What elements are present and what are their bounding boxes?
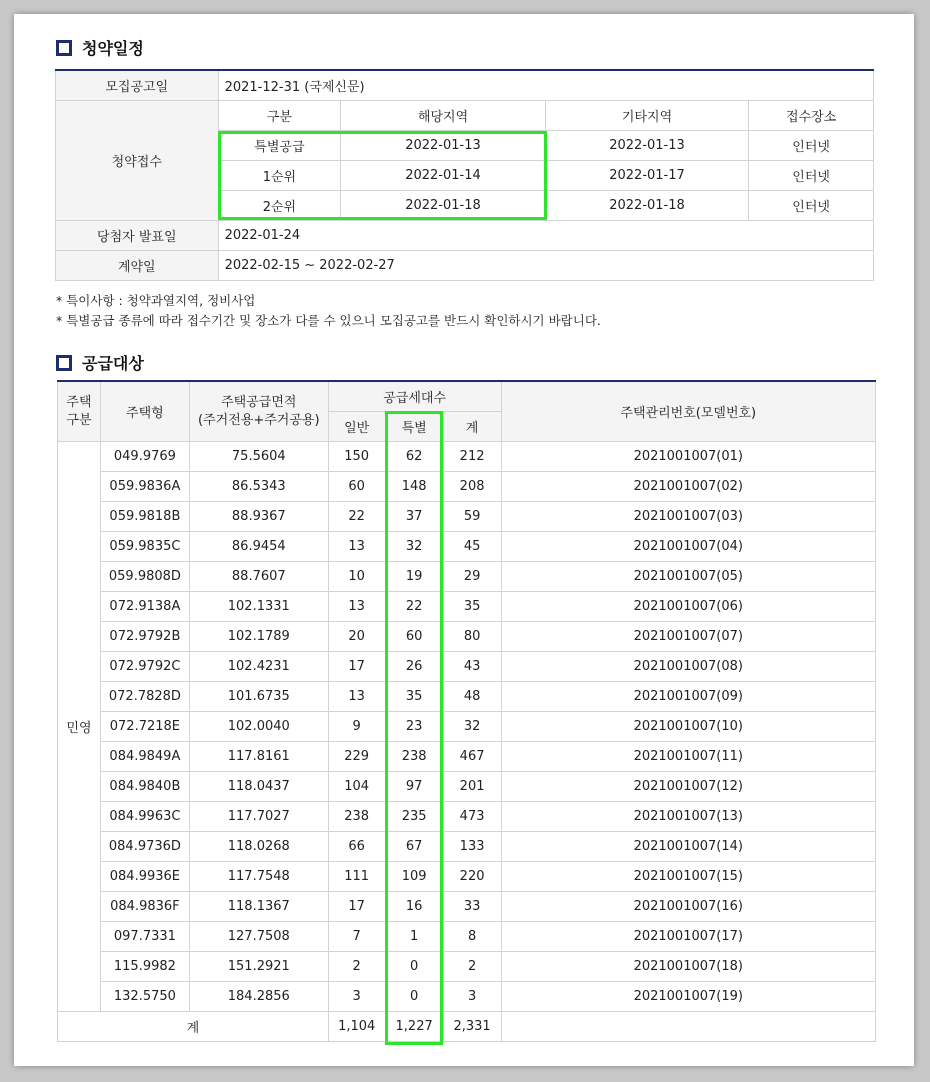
- area-cell: 88.9367: [189, 502, 328, 532]
- supply-title: 공급대상: [82, 354, 144, 373]
- schedule-cell: 2022-01-14: [341, 161, 546, 191]
- model-cell: 072.9792B: [100, 622, 189, 652]
- general-cell: 229: [328, 742, 385, 772]
- model-cell: 084.9963C: [100, 802, 189, 832]
- total-empty: [501, 1012, 875, 1042]
- col-header-category: 구분: [218, 101, 341, 131]
- special-cell: 235: [385, 802, 443, 832]
- total-cell: 80: [443, 622, 501, 652]
- area-cell: 75.5604: [189, 442, 328, 472]
- category-cell: 민영: [58, 442, 101, 1012]
- table-row: [58, 982, 876, 1012]
- area-cell: 102.1331: [189, 592, 328, 622]
- mgmt-cell: 2021001007(13): [501, 802, 875, 832]
- area-cell: 101.6735: [189, 682, 328, 712]
- supply-header-row: [58, 381, 876, 412]
- mgmt-cell: 2021001007(04): [501, 532, 875, 562]
- model-cell: 084.9836F: [100, 892, 189, 922]
- header-units: 공급세대수: [328, 381, 501, 412]
- model-cell: 049.9769: [100, 442, 189, 472]
- model-cell: 059.9835C: [100, 532, 189, 562]
- special-cell: 19: [385, 562, 443, 592]
- mgmt-cell: 2021001007(02): [501, 472, 875, 502]
- mgmt-cell: 2021001007(01): [501, 442, 875, 472]
- total-cell: 43: [443, 652, 501, 682]
- table-row: [58, 832, 876, 862]
- notes: [56, 291, 601, 331]
- table-row: [58, 712, 876, 742]
- winner-row: [56, 221, 874, 251]
- special-cell: 109: [385, 862, 443, 892]
- header-general: 일반: [328, 412, 385, 442]
- total-cell: 201: [443, 772, 501, 802]
- model-cell: 084.9849A: [100, 742, 189, 772]
- total-cell: 473: [443, 802, 501, 832]
- schedule-cell: 2순위: [218, 191, 341, 221]
- mgmt-cell: 2021001007(17): [501, 922, 875, 952]
- schedule-table: [55, 69, 874, 281]
- model-cell: 084.9840B: [100, 772, 189, 802]
- schedule-cell: 2022-01-13: [545, 131, 749, 161]
- table-row: [58, 922, 876, 952]
- notice-row: [56, 70, 874, 101]
- general-cell: 10: [328, 562, 385, 592]
- general-cell: 2: [328, 952, 385, 982]
- total-cell: 48: [443, 682, 501, 712]
- contract-value: 2022-02-15 ~ 2022-02-27: [218, 251, 873, 281]
- table-row: [58, 652, 876, 682]
- total-cell: 212: [443, 442, 501, 472]
- square-bullet-icon: [56, 355, 72, 371]
- total-cell: 220: [443, 862, 501, 892]
- header-special: 특별: [385, 412, 443, 442]
- model-cell: 059.9808D: [100, 562, 189, 592]
- special-cell: 148: [385, 472, 443, 502]
- model-cell: 132.5750: [100, 982, 189, 1012]
- model-cell: 059.9818B: [100, 502, 189, 532]
- total-cell: 208: [443, 472, 501, 502]
- special-cell: 60: [385, 622, 443, 652]
- schedule-cell: 2022-01-18: [341, 191, 546, 221]
- special-cell: 0: [385, 952, 443, 982]
- note-line: * 특별공급 종류에 따라 접수기간 및 장소가 다를 수 있으니 모집공고를 반드시 확인하시기 바랍니다.: [56, 313, 601, 328]
- area-cell: 127.7508: [189, 922, 328, 952]
- table-row: [58, 592, 876, 622]
- mgmt-cell: 2021001007(10): [501, 712, 875, 742]
- schedule-cell: 인터넷: [749, 191, 874, 221]
- special-cell: 16: [385, 892, 443, 922]
- header-total: 계: [443, 412, 501, 442]
- mgmt-cell: 2021001007(15): [501, 862, 875, 892]
- table-row: [58, 682, 876, 712]
- total-all: 2,331: [443, 1012, 501, 1042]
- general-cell: 22: [328, 502, 385, 532]
- schedule-cell: 특별공급: [218, 131, 341, 161]
- general-cell: 7: [328, 922, 385, 952]
- area-cell: 151.2921: [189, 952, 328, 982]
- total-general: 1,104: [328, 1012, 385, 1042]
- general-cell: 13: [328, 682, 385, 712]
- total-cell: 32: [443, 712, 501, 742]
- winner-label: 당첨자 발표일: [56, 221, 219, 251]
- col-header-other: 기타지역: [545, 101, 749, 131]
- schedule-cell: 인터넷: [749, 131, 874, 161]
- model-cell: 097.7331: [100, 922, 189, 952]
- general-cell: 17: [328, 892, 385, 922]
- total-cell: 33: [443, 892, 501, 922]
- special-cell: 238: [385, 742, 443, 772]
- model-cell: 084.9736D: [100, 832, 189, 862]
- col-header-place: 접수장소: [749, 101, 874, 131]
- total-cell: 133: [443, 832, 501, 862]
- table-row: [58, 562, 876, 592]
- supply-table: [57, 380, 876, 1042]
- contract-row: [56, 251, 874, 281]
- model-cell: 084.9936E: [100, 862, 189, 892]
- mgmt-cell: 2021001007(09): [501, 682, 875, 712]
- model-cell: 059.9836A: [100, 472, 189, 502]
- model-cell: 072.7828D: [100, 682, 189, 712]
- table-row: [58, 892, 876, 922]
- table-row: [58, 772, 876, 802]
- square-bullet-icon: [56, 40, 72, 56]
- mgmt-cell: 2021001007(19): [501, 982, 875, 1012]
- total-cell: 467: [443, 742, 501, 772]
- total-special: 1,227: [385, 1012, 443, 1042]
- total-cell: 59: [443, 502, 501, 532]
- notice-value: 2021-12-31 (국제신문): [218, 70, 873, 101]
- schedule-cell: 2022-01-13: [341, 131, 546, 161]
- mgmt-cell: 2021001007(16): [501, 892, 875, 922]
- col-header-local: 해당지역: [341, 101, 546, 131]
- schedule-title: 청약일정: [82, 39, 144, 58]
- special-cell: 37: [385, 502, 443, 532]
- schedule-section-title: [56, 36, 144, 59]
- special-cell: 35: [385, 682, 443, 712]
- total-cell: 8: [443, 922, 501, 952]
- general-cell: 3: [328, 982, 385, 1012]
- general-cell: 13: [328, 592, 385, 622]
- area-cell: 102.4231: [189, 652, 328, 682]
- special-cell: 62: [385, 442, 443, 472]
- model-cell: 072.7218E: [100, 712, 189, 742]
- schedule-cell: 2022-01-17: [545, 161, 749, 191]
- mgmt-cell: 2021001007(18): [501, 952, 875, 982]
- special-cell: 67: [385, 832, 443, 862]
- area-cell: 86.9454: [189, 532, 328, 562]
- schedule-cell: 2022-01-18: [545, 191, 749, 221]
- general-cell: 20: [328, 622, 385, 652]
- schedule-cell: 인터넷: [749, 161, 874, 191]
- special-cell: 97: [385, 772, 443, 802]
- table-row: [58, 802, 876, 832]
- area-cell: 86.5343: [189, 472, 328, 502]
- supply-body: [58, 442, 876, 1042]
- table-row: [58, 532, 876, 562]
- total-cell: 3: [443, 982, 501, 1012]
- special-cell: 0: [385, 982, 443, 1012]
- mgmt-cell: 2021001007(05): [501, 562, 875, 592]
- general-cell: 104: [328, 772, 385, 802]
- mgmt-cell: 2021001007(07): [501, 622, 875, 652]
- mgmt-cell: 2021001007(03): [501, 502, 875, 532]
- table-row: [58, 952, 876, 982]
- total-cell: 35: [443, 592, 501, 622]
- table-row: [58, 862, 876, 892]
- area-cell: 117.8161: [189, 742, 328, 772]
- table-row: [58, 442, 876, 472]
- special-cell: 1: [385, 922, 443, 952]
- table-row: [58, 502, 876, 532]
- area-cell: 118.1367: [189, 892, 328, 922]
- contract-label: 계약일: [56, 251, 219, 281]
- total-row: [58, 1012, 876, 1042]
- header-model: 주택형: [100, 381, 189, 442]
- area-cell: 102.0040: [189, 712, 328, 742]
- area-cell: 118.0437: [189, 772, 328, 802]
- table-row: [58, 742, 876, 772]
- general-cell: 238: [328, 802, 385, 832]
- document-page: [14, 14, 914, 1066]
- notice-label: 모집공고일: [56, 70, 219, 101]
- table-row: [58, 622, 876, 652]
- total-cell: 45: [443, 532, 501, 562]
- total-cell: 2: [443, 952, 501, 982]
- general-cell: 150: [328, 442, 385, 472]
- area-cell: 118.0268: [189, 832, 328, 862]
- reception-header-row: [56, 101, 874, 131]
- special-cell: 22: [385, 592, 443, 622]
- special-cell: 32: [385, 532, 443, 562]
- mgmt-cell: 2021001007(14): [501, 832, 875, 862]
- total-cell: 29: [443, 562, 501, 592]
- area-cell: 88.7607: [189, 562, 328, 592]
- area-cell: 102.1789: [189, 622, 328, 652]
- area-cell: 117.7027: [189, 802, 328, 832]
- note-line: * 특이사항 : 청약과열지역, 정비사업: [56, 293, 256, 308]
- general-cell: 17: [328, 652, 385, 682]
- mgmt-cell: 2021001007(11): [501, 742, 875, 772]
- special-cell: 23: [385, 712, 443, 742]
- table-row: [58, 472, 876, 502]
- general-cell: 66: [328, 832, 385, 862]
- general-cell: 9: [328, 712, 385, 742]
- header-house-type: 주택 구분: [58, 381, 101, 442]
- total-label: 계: [58, 1012, 329, 1042]
- header-mgmt-no: 주택관리번호(모델번호): [501, 381, 875, 442]
- reception-label: 청약접수: [56, 101, 219, 221]
- mgmt-cell: 2021001007(12): [501, 772, 875, 802]
- area-cell: 117.7548: [189, 862, 328, 892]
- special-cell: 26: [385, 652, 443, 682]
- general-cell: 111: [328, 862, 385, 892]
- model-cell: 115.9982: [100, 952, 189, 982]
- supply-section-title: [56, 351, 144, 374]
- header-area: 주택공급면적 (주거전용+주거공용): [189, 381, 328, 442]
- schedule-cell: 1순위: [218, 161, 341, 191]
- area-cell: 184.2856: [189, 982, 328, 1012]
- mgmt-cell: 2021001007(08): [501, 652, 875, 682]
- model-cell: 072.9792C: [100, 652, 189, 682]
- general-cell: 13: [328, 532, 385, 562]
- winner-value: 2022-01-24: [218, 221, 873, 251]
- model-cell: 072.9138A: [100, 592, 189, 622]
- general-cell: 60: [328, 472, 385, 502]
- mgmt-cell: 2021001007(06): [501, 592, 875, 622]
